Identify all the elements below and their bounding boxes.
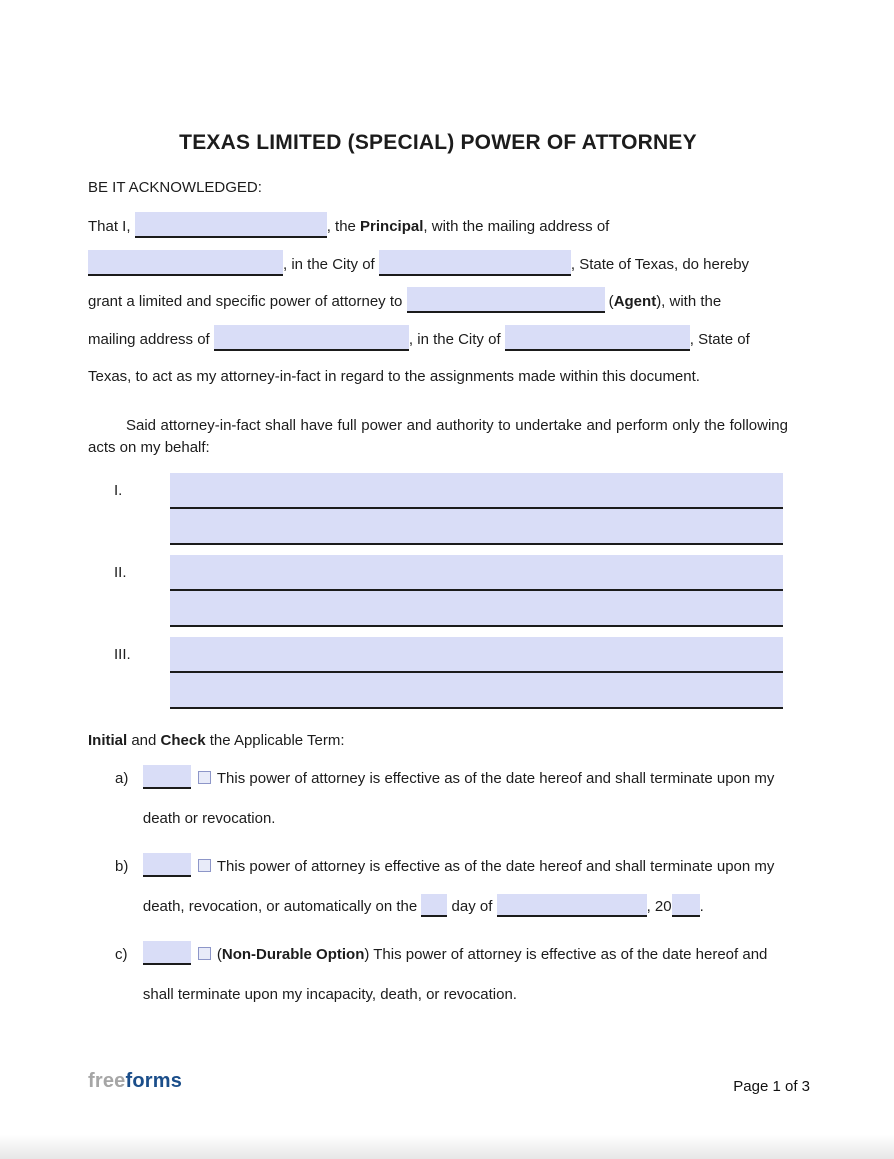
intro-text: , in the City of — [408, 330, 505, 348]
act-1-line-2-field[interactable] — [170, 509, 783, 545]
logo-free-text: free — [88, 1070, 126, 1092]
intro-text: , with the mailing address of — [423, 218, 610, 235]
act-numeral-1: I. — [114, 481, 123, 499]
term-a-body — [143, 759, 788, 839]
term-option-c — [88, 935, 788, 1015]
powers-paragraph: Said attorney-in-fact shall have full power and authority to undertake and perform only the following acts on my behalf: — [88, 416, 788, 456]
term-c-label: c) — [115, 945, 128, 963]
act-2-line-2-field[interactable] — [170, 591, 783, 627]
term-b-label: b) — [115, 857, 129, 875]
page-number: Page 1 of 3 — [733, 1078, 810, 1095]
term-option-b — [88, 847, 788, 927]
terms-header-text: the Applicable Term: — [205, 731, 345, 749]
terms-header-check: Check — [160, 731, 206, 749]
term-b-text: day of — [447, 897, 497, 915]
act-3-fill-area — [170, 637, 783, 709]
logo-forms-text: forms — [125, 1070, 183, 1092]
act-item-1 — [88, 473, 788, 545]
intro-text: grant a limited and specific power of attorney to — [88, 293, 407, 310]
intro-text: , State of — [689, 330, 750, 348]
intro-text: mailing address of — [88, 330, 214, 348]
principal-address-field[interactable] — [88, 250, 283, 276]
intro-text: That I, — [88, 218, 135, 235]
act-2-fill-area — [170, 555, 783, 627]
intro-paragraph — [88, 208, 788, 396]
agent-address-field[interactable] — [214, 325, 409, 351]
acknowledged-line: BE IT ACKNOWLEDGED: — [88, 179, 262, 196]
principal-label: Principal — [360, 218, 424, 235]
act-3-line-1-field[interactable] — [170, 637, 783, 673]
terms-header-text: and — [127, 731, 161, 749]
term-option-a — [88, 759, 788, 839]
intro-text: ), with the — [656, 293, 722, 310]
act-1-line-1-field[interactable] — [170, 473, 783, 509]
terms-header-initial: Initial — [88, 731, 128, 749]
terms-header — [88, 731, 788, 751]
term-c-bold: Non-Durable Option — [221, 945, 365, 963]
act-item-3 — [88, 637, 788, 709]
agent-name-field[interactable] — [407, 287, 605, 313]
term-a-text: This power of attorney is effective as of the date hereof and shall terminate upon my death or revocation. — [142, 769, 775, 827]
term-b-year-field[interactable] — [672, 894, 700, 917]
term-b-text: This power of attorney is effective as of the date hereof and shall terminate upon my death, revocation, or automatically on the — [142, 857, 775, 915]
act-2-line-1-field[interactable] — [170, 555, 783, 591]
term-a-initial-field[interactable] — [143, 765, 191, 789]
acts-list — [88, 473, 788, 709]
act-numeral-3: III. — [114, 645, 131, 663]
term-c-checkbox[interactable] — [198, 947, 211, 960]
intro-line-3 — [88, 283, 788, 321]
term-b-text: . — [699, 897, 704, 915]
intro-text: Texas, to act as my attorney-in-fact in regard to the assignments made within this document. — [88, 368, 700, 385]
principal-city-field[interactable] — [379, 250, 571, 276]
intro-line-2 — [88, 246, 788, 284]
term-c-text: ( — [216, 945, 222, 963]
intro-line-4 — [88, 321, 788, 359]
freeforms-logo — [88, 1070, 182, 1093]
term-b-text: , 20 — [646, 897, 672, 915]
act-3-line-2-field[interactable] — [170, 673, 783, 709]
agent-city-field[interactable] — [505, 325, 690, 351]
term-a-label: a) — [115, 769, 129, 787]
term-b-initial-field[interactable] — [143, 853, 191, 877]
term-c-text: ) This power of attorney is effective as of the date hereof and shall terminate upon my incapacity, death, or revocation. — [142, 945, 768, 1003]
principal-name-field[interactable] — [135, 212, 327, 238]
intro-line-1 — [88, 208, 788, 246]
act-1-fill-area — [170, 473, 783, 545]
agent-label: Agent — [613, 293, 657, 310]
term-c-body — [143, 935, 788, 1015]
term-b-checkbox[interactable] — [198, 859, 211, 872]
term-b-body — [143, 847, 788, 927]
intro-text: , State of Texas, do hereby — [570, 255, 750, 273]
intro-text: , the — [326, 218, 361, 235]
term-b-month-field[interactable] — [497, 894, 647, 917]
act-numeral-2: II. — [114, 563, 127, 581]
intro-text: ( — [604, 293, 614, 310]
term-b-day-field[interactable] — [421, 894, 447, 917]
term-a-checkbox[interactable] — [198, 771, 211, 784]
act-item-2 — [88, 555, 788, 627]
page-title: TEXAS LIMITED (SPECIAL) POWER OF ATTORNEY — [179, 131, 697, 154]
term-c-initial-field[interactable] — [143, 941, 191, 965]
intro-text: , in the City of — [283, 255, 379, 273]
intro-line-5 — [88, 358, 788, 396]
